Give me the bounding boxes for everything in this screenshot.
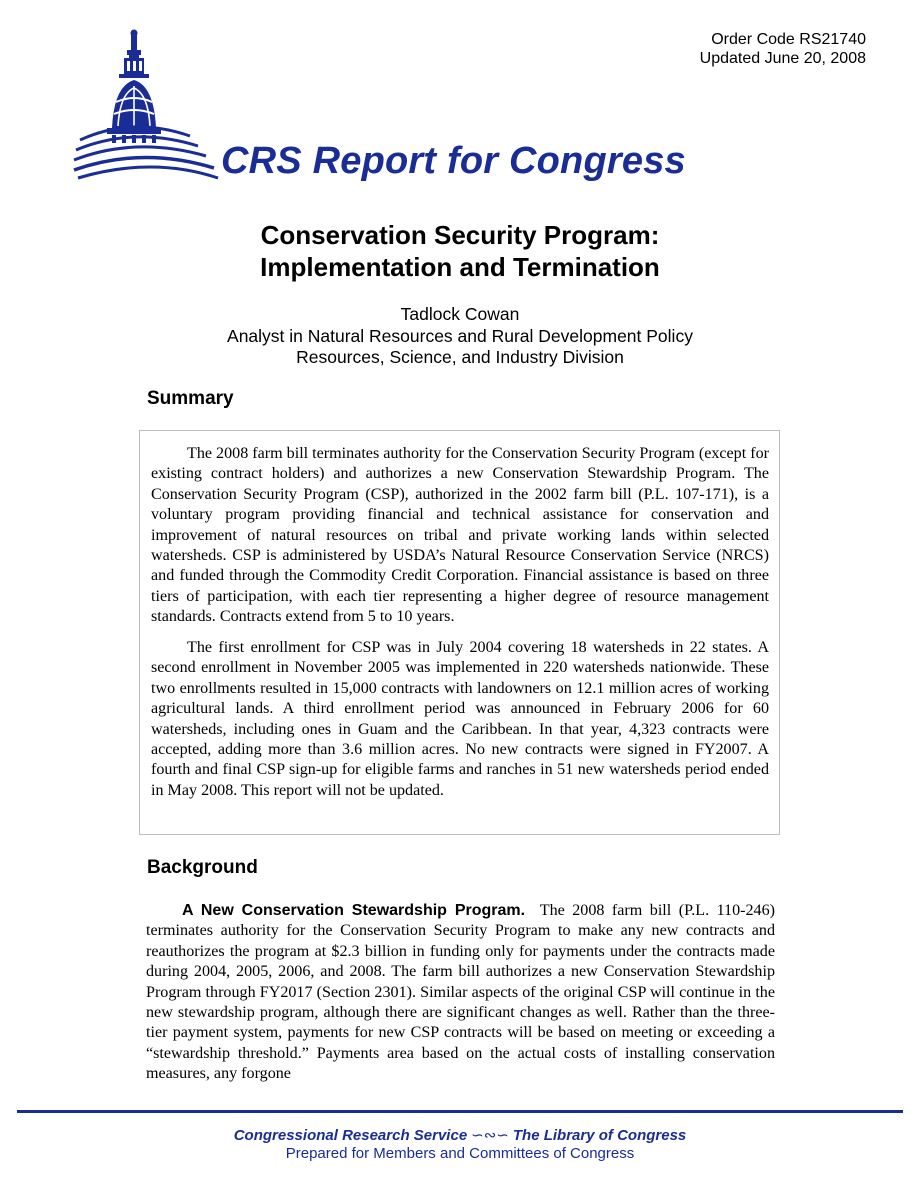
run-in-heading: A New Conservation Stewardship Program. (182, 902, 526, 919)
author-position: Analyst in Natural Resources and Rural Development Policy (227, 325, 693, 346)
footer-separator: ∽∾∽ (471, 1127, 509, 1144)
report-title (0, 219, 920, 283)
background-paragraph (146, 901, 775, 1085)
background-heading: Background (147, 857, 258, 878)
title-line-1: Conservation Security Program: (260, 220, 660, 250)
footer-loc: The Library of Congress (512, 1127, 687, 1144)
order-code: Order Code RS21740 (711, 31, 866, 48)
crs-report-banner: CRS Report for Congress (221, 140, 686, 182)
author-name: Tadlock Cowan (400, 304, 520, 324)
updated-date: Updated June 20, 2008 (699, 50, 866, 67)
footer-prepared-for: Prepared for Members and Committees of Congress (285, 1145, 635, 1162)
summary-heading: Summary (147, 388, 234, 409)
summary-paragraph-1: The 2008 farm bill terminates authority for the Conservation Security Program (except for existing contract holders) and authorizes a new Conservation Stewardship Program. The Conservation Security Program (CSP), authorized in the 2002 farm bill (P.L. 107-171), is a voluntary program providing financial and technical assistance for conservation and improvement of natural resources on tribal and private working lands within selected watersheds. CSP is administered by USDA’s Natural Resource Conservation Service (NRCS) and funded through the Commodity Credit Corporation. Financial assistance is based on three tiers of participation, with each tier representing a higher degree of resource management standards. Contracts extend from 5 to 10 years. (151, 445, 769, 626)
footer-rule (17, 1110, 903, 1113)
footer-publisher (0, 1126, 920, 1144)
author-division: Resources, Science, and Industry Division (296, 347, 624, 367)
author-block (0, 304, 920, 369)
order-code-block (700, 30, 866, 68)
footer-crs: Congressional Research Service (233, 1127, 468, 1144)
capitol-dome-icon (72, 28, 222, 193)
title-line-2: Implementation and Termination (260, 252, 660, 282)
summary-paragraph-2: The first enrollment for CSP was in July 2004 covering 18 watersheds in 22 states. A second enrollment in November 2005 was implemented in 220 watersheds nationwide. These two enrollments resulted in 15,000 contracts with landowners on 12.1 million acres of working agricultural lands. A third enrollment period was announced in February 2006 for 60 watersheds, including ones in Guam and the Caribbean. In that year, 4,323 contracts were accepted, adding more than 3.6 million acres. No new contracts were signed in FY2007. A fourth and final CSP sign-up for eligible farms and ranches in 51 new watersheds period ended in May 2008. This report will not be updated. (151, 639, 769, 799)
background-text: The 2008 farm bill (P.L. 110-246) terminates authority for the Conservation Security Program to make any new contracts and reauthorizes the program at $2.3 billion in funding only for payments under the contracts made during 2004, 2005, 2006, and 2008. The farm bill authorizes a new Conservation Stewardship Program through FY2017 (Section 2301). Similar aspects of the original CSP will continue in the new stewardship program, although there are significant changes as well. Rather than the three-tier payment system, payments for new CSP contracts will be based on meeting or exceeding a “stewardship threshold.” Payments area based on the actual costs of installing conservation measures, any forgone (146, 902, 775, 1083)
